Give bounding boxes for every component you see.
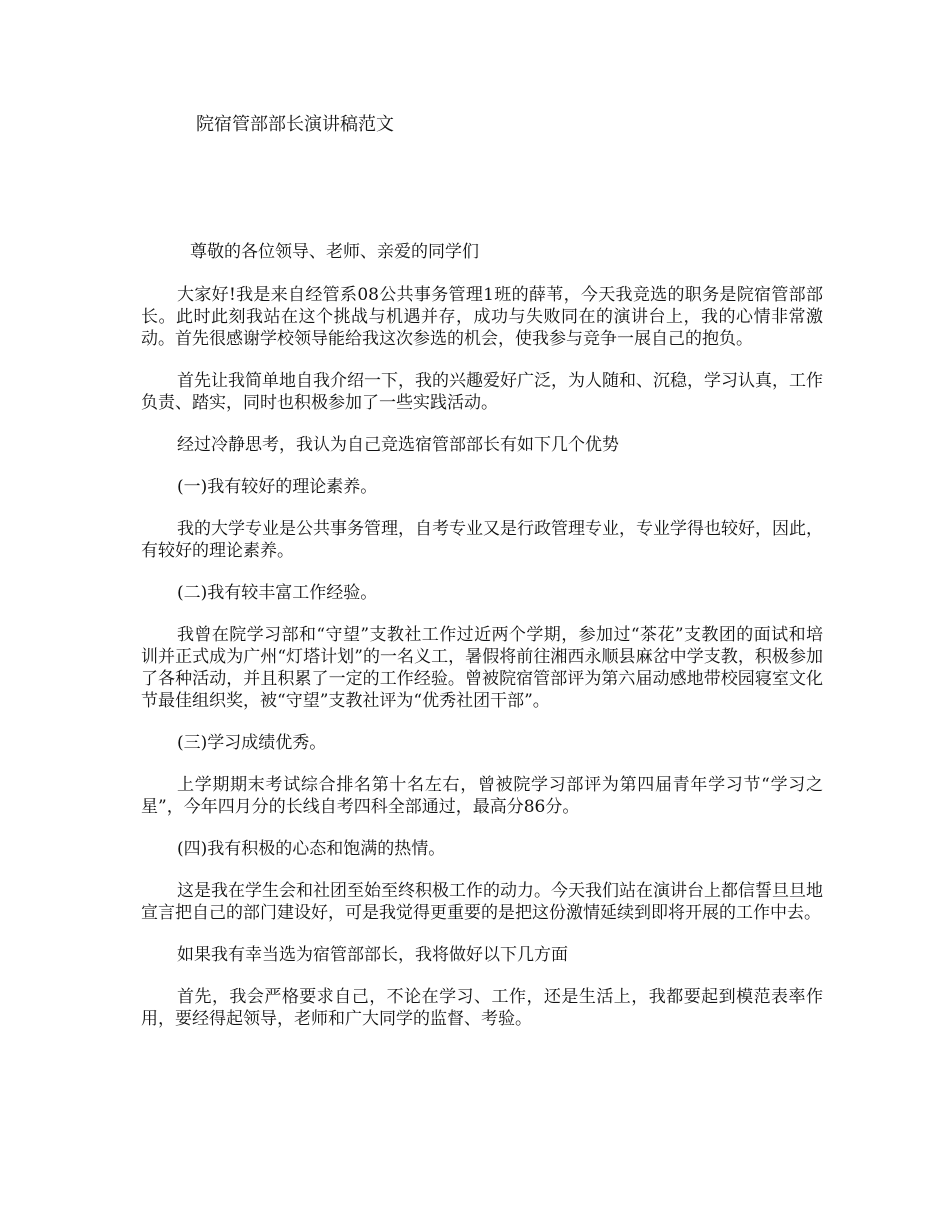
- paragraph: 我曾在院学习部和“守望”支教社工作过近两个学期，参加过“茶花”支教团的面试和培训并正式成为广州“灯塔计划”的一名义工，暑假将前往湘西永顺县麻岔中学支教，积极参加了各种活动，并且积累了一定的工作经验。曾被院宿管部评为第六届动感地带校园寝室文化节最佳组织奖，被“守望”支教社评为“优秀社团干部”。: [141, 625, 823, 711]
- paragraph: 首先让我简单地自我介绍一下，我的兴趣爱好广泛，为人随和、沉稳，学习认真，工作负责、踏实，同时也积极参加了一些实践活动。: [141, 371, 823, 413]
- section-heading: (二)我有较丰富工作经验。: [177, 583, 378, 603]
- paragraph: 这是我在学生会和社团至始至终积极工作的动力。今天我们站在演讲台上都信誓旦旦地宣言把自己的部门建设好，可是我觉得更重要的是把这份激情延续到即将开展的工作中去。: [141, 881, 823, 923]
- paragraph: 如果我有幸当选为宿管部部长，我将做好以下几方面: [177, 945, 568, 965]
- section-heading: (一)我有较好的理论素养。: [177, 477, 378, 497]
- paragraph: 首先，我会严格要求自己，不论在学习、工作，还是生活上，我都要起到模范表率作用，要经得起领导，老师和广大同学的监督、考验。: [141, 987, 823, 1029]
- section-heading: (四)我有积极的心态和饱满的热情。: [177, 839, 446, 859]
- document-title: 院宿管部部长演讲稿范文: [196, 114, 394, 135]
- section-heading: (三)学习成绩优秀。: [177, 733, 327, 753]
- document-body: [141, 284, 823, 1050]
- paragraph: 我的大学专业是公共事务管理，自考专业又是行政管理专业，专业学得也较好，因此，有较好的理论素养。: [141, 519, 823, 561]
- salutation: 尊敬的各位领导、老师、亲爱的同学们: [190, 242, 479, 262]
- paragraph: 上学期期末考试综合排名第十名左右，曾被院学习部评为第四届青年学习节“学习之星”，今年四月分的长线自考四科全部通过，最高分86分。: [141, 775, 823, 817]
- paragraph: 经过冷静思考，我认为自己竞选宿管部部长有如下几个优势: [177, 435, 619, 455]
- paragraph: 大家好!我是来自经管系08公共事务管理1班的薛苇，今天我竞选的职务是院宿管部部长。此时此刻我站在这个挑战与机遇并存，成功与失败同在的演讲台上，我的心情非常激动。首先很感谢学校领导能给我这次参选的机会，使我参与竞争一展自己的抱负。: [141, 285, 823, 349]
